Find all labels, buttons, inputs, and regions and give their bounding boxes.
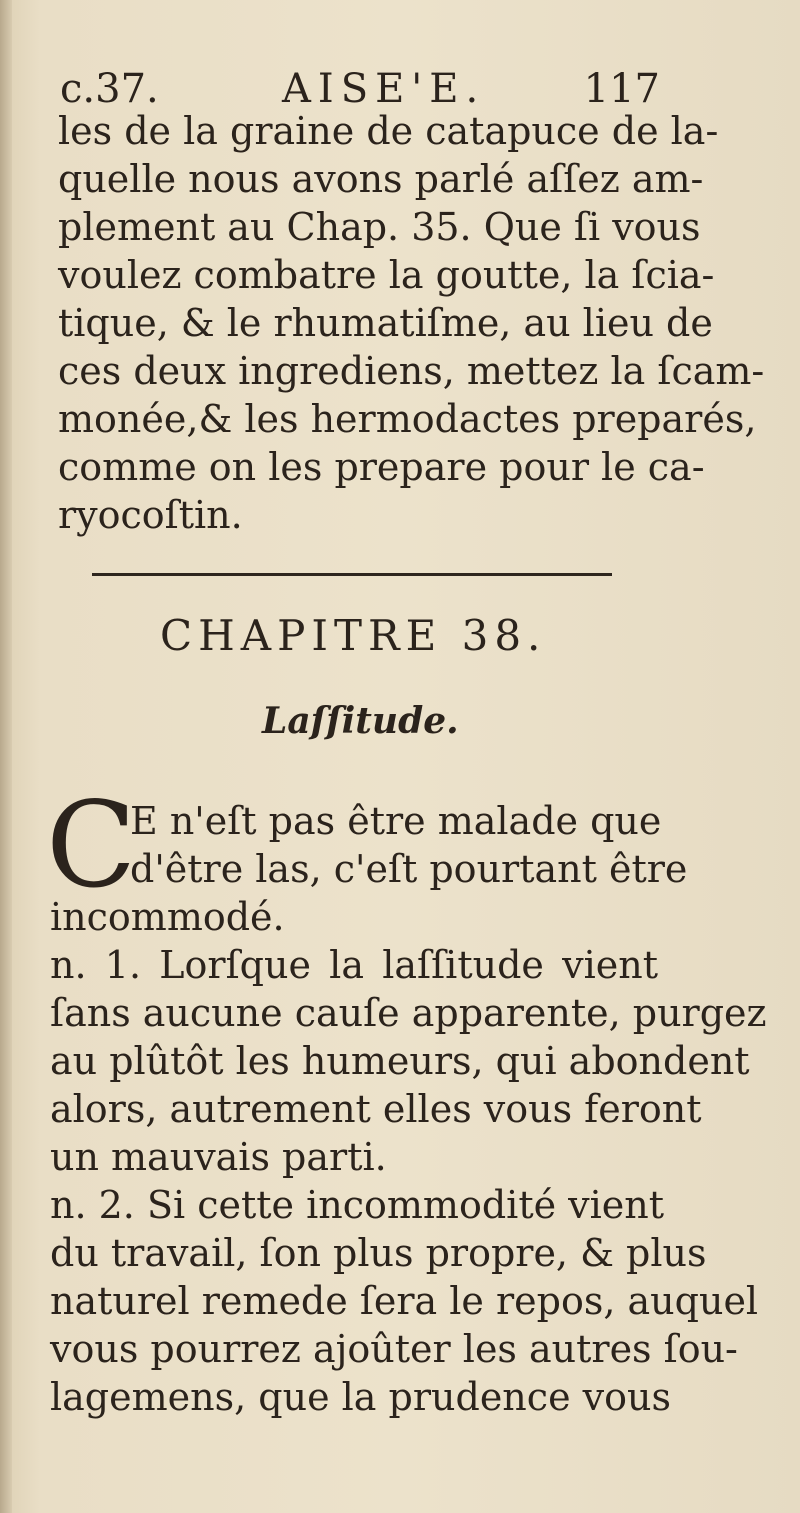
text-line: tique, & le rhumatiſme, au lieu de — [58, 301, 713, 345]
text-line: ces deux ingrediens, mettez la ſcam- — [58, 349, 765, 393]
text-line: quelle nous avons parlé aſſez am- — [58, 157, 704, 201]
drop-cap: C — [46, 776, 137, 914]
text-line: ryocoſtin. — [58, 493, 243, 537]
dropcap-adjacent-text — [130, 797, 688, 893]
text-line: naturel remede ſera le repos, auquel — [50, 1279, 759, 1323]
text-line: les de la graine de catapuce de la- — [58, 109, 719, 153]
text-line: ſans aucune cauſe apparente, purgez — [50, 991, 767, 1035]
header-chapter-ref: c.37. — [60, 66, 159, 112]
text-line: n. 2. Si cette incommodité vient — [50, 1183, 665, 1227]
header-page-number: 117 — [583, 66, 660, 112]
text-line: voulez combatre la goutte, la ſcia- — [58, 253, 715, 297]
text-line: monée,& les hermodactes preparés, — [58, 397, 757, 441]
text-line: un mauvais parti. — [50, 1135, 387, 1179]
text-line: du travail, ſon plus propre, & plus — [50, 1231, 707, 1275]
chapter-subtitle: Laſſitude. — [262, 700, 459, 742]
chapter-heading: CHAPITRE 38. — [160, 611, 547, 660]
text-line: alors, autrement elles vous feront — [50, 1087, 702, 1131]
text-line: lagemens, que la prudence vous — [50, 1375, 671, 1419]
text-line: comme on les prepare pour le ca- — [58, 445, 705, 489]
page-gutter — [0, 0, 12, 1513]
previous-section-text — [58, 107, 765, 539]
section-divider — [92, 573, 612, 576]
text-line: vous pourrez ajoûter les autres ſou- — [50, 1327, 738, 1371]
text-line: incommodé. — [50, 895, 285, 939]
text-line: plement au Chap. 35. Que ſi vous — [58, 205, 701, 249]
text-line: au plûtôt les humeurs, qui abondent — [50, 1039, 750, 1083]
text-line: d'être las, c'eſt pourtant être — [130, 847, 688, 891]
header-running-title: AISE'E. — [282, 66, 486, 112]
text-line: E n'eſt pas être malade que — [130, 799, 662, 843]
text-line: n. 1. Lorſque la laſſitude vient — [50, 943, 658, 987]
chapter-body-text — [50, 893, 767, 1421]
